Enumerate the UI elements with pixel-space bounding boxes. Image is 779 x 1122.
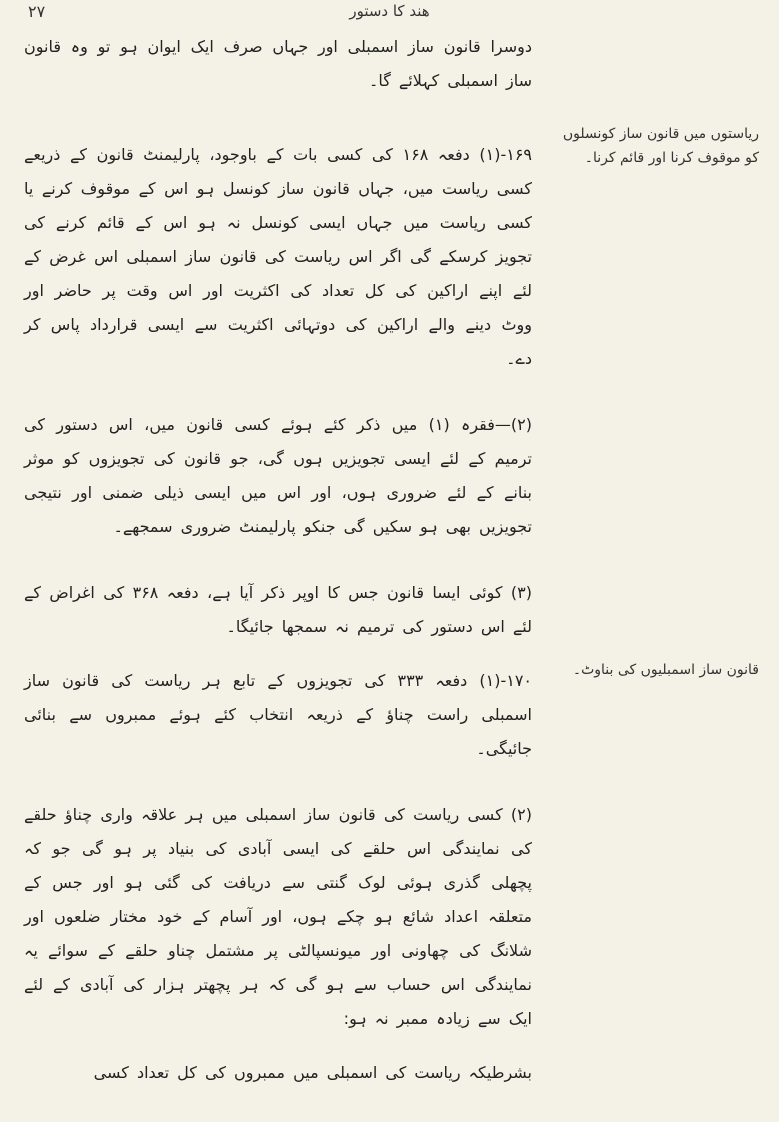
margin-note-assemblies: قانون ساز اسمبلیوں کی بناوٹ۔ xyxy=(572,662,759,678)
main-text xyxy=(24,30,532,1122)
paragraph-170-1: ۱۷۰-(۱) دفعہ ۳۳۳ کی تجویزوں کے تابع ہر ریاست کی قانون ساز اسمبلی راست چناؤ کے ذریعہ انتخاب کئے ہوئے ممبروں سے بنائی جائیگی۔ xyxy=(24,671,532,758)
page-header xyxy=(0,2,779,24)
paragraph-169-2: (۲)—فقرہ (۱) میں ذکر کئے ہوئے کسی قانون میں، اس دستور کی ترمیم کے لئے ایسی تجویزیں ہوں گی، جو قانون کی تجویزوں کو موثر بنانے کے لئے ضروری ہوں، اور اس میں ایسی ذیلی ضمنی اور نتیجی تجویزیں بھی ہو سکیں گی جنکو پارلیمنٹ ضروری سمجھے۔ xyxy=(24,415,533,536)
margin-note-councils: ریاستوں میں قانون ساز کونسلوں کو موقوف کرنا اور قائم کرنا۔ xyxy=(562,126,759,166)
paragraph-170-2: (۲) کسی ریاست کی قانون ساز اسمبلی میں ہر علاقہ واری چناؤ حلقے کی نمایندگی اس حلقے کی ایسی آبادی کی بنیاد پر ہو گی جو کہ پچھلی گذری ہوئی لوک گنتی سے دریافت کی گئی ہو اور جس کے متعلقہ اعداد شائع ہو چکے ہوں، اور آسام کے خود مختار ضلعوں اور شلانگ کی چھاونی اور میونسپالٹی پر مشتمل چناو حلقے کے سوائے یہ نمایندگی اس حساب سے ہو گی کہ ہر پچھتر ہزار کی آبادی کے لئے ایک سے زیادہ ممبر نہ ہو: xyxy=(24,805,532,1028)
paragraph-continuation: دوسرا قانون ساز اسمبلی اور جہاں صرف ایک ایوان ہو تو وہ قانون ساز اسمبلی کہلائے گا۔ xyxy=(24,37,532,90)
paragraph-proviso: بشرطیکہ ریاست کی اسمبلی میں ممبروں کی کل تعداد کسی xyxy=(93,1063,532,1082)
running-head: ھند کا دستور xyxy=(349,2,430,20)
paragraph-169-3: (۳) کوئی ایسا قانون جس کا اوپر ذکر آیا ہے، دفعہ ۳۶۸ کی اغراض کے لئے اس دستور کی ترمیم نہ سمجھا جائیگا۔ xyxy=(24,583,532,636)
paragraph-169-1: ۱۶۹-(۱) دفعہ ۱۶۸ کی کسی بات کے باوجود، پارلیمنٹ قانون کے ذریعے کسی ریاست میں، جہاں قانون ساز کونسل ہو اس کے موقوف کرنے یا کسی ریاست میں جہاں ایسی کونسل نہ ہو اس کے قائم کرنے کی تجویز کرسکے گی اگر اس ریاست کی قانون ساز اسمبلی اس غرض کے لئے اپنے اراکین کی کل تعداد کی اکثریت اور اس وقت پر حاضر اور ووٹ دینے والے اراکین کی دوتہائی اکثریت سے ایسی قرارداد پاس کر دے۔ xyxy=(24,145,533,368)
page-number: ۲۷ xyxy=(28,2,46,21)
